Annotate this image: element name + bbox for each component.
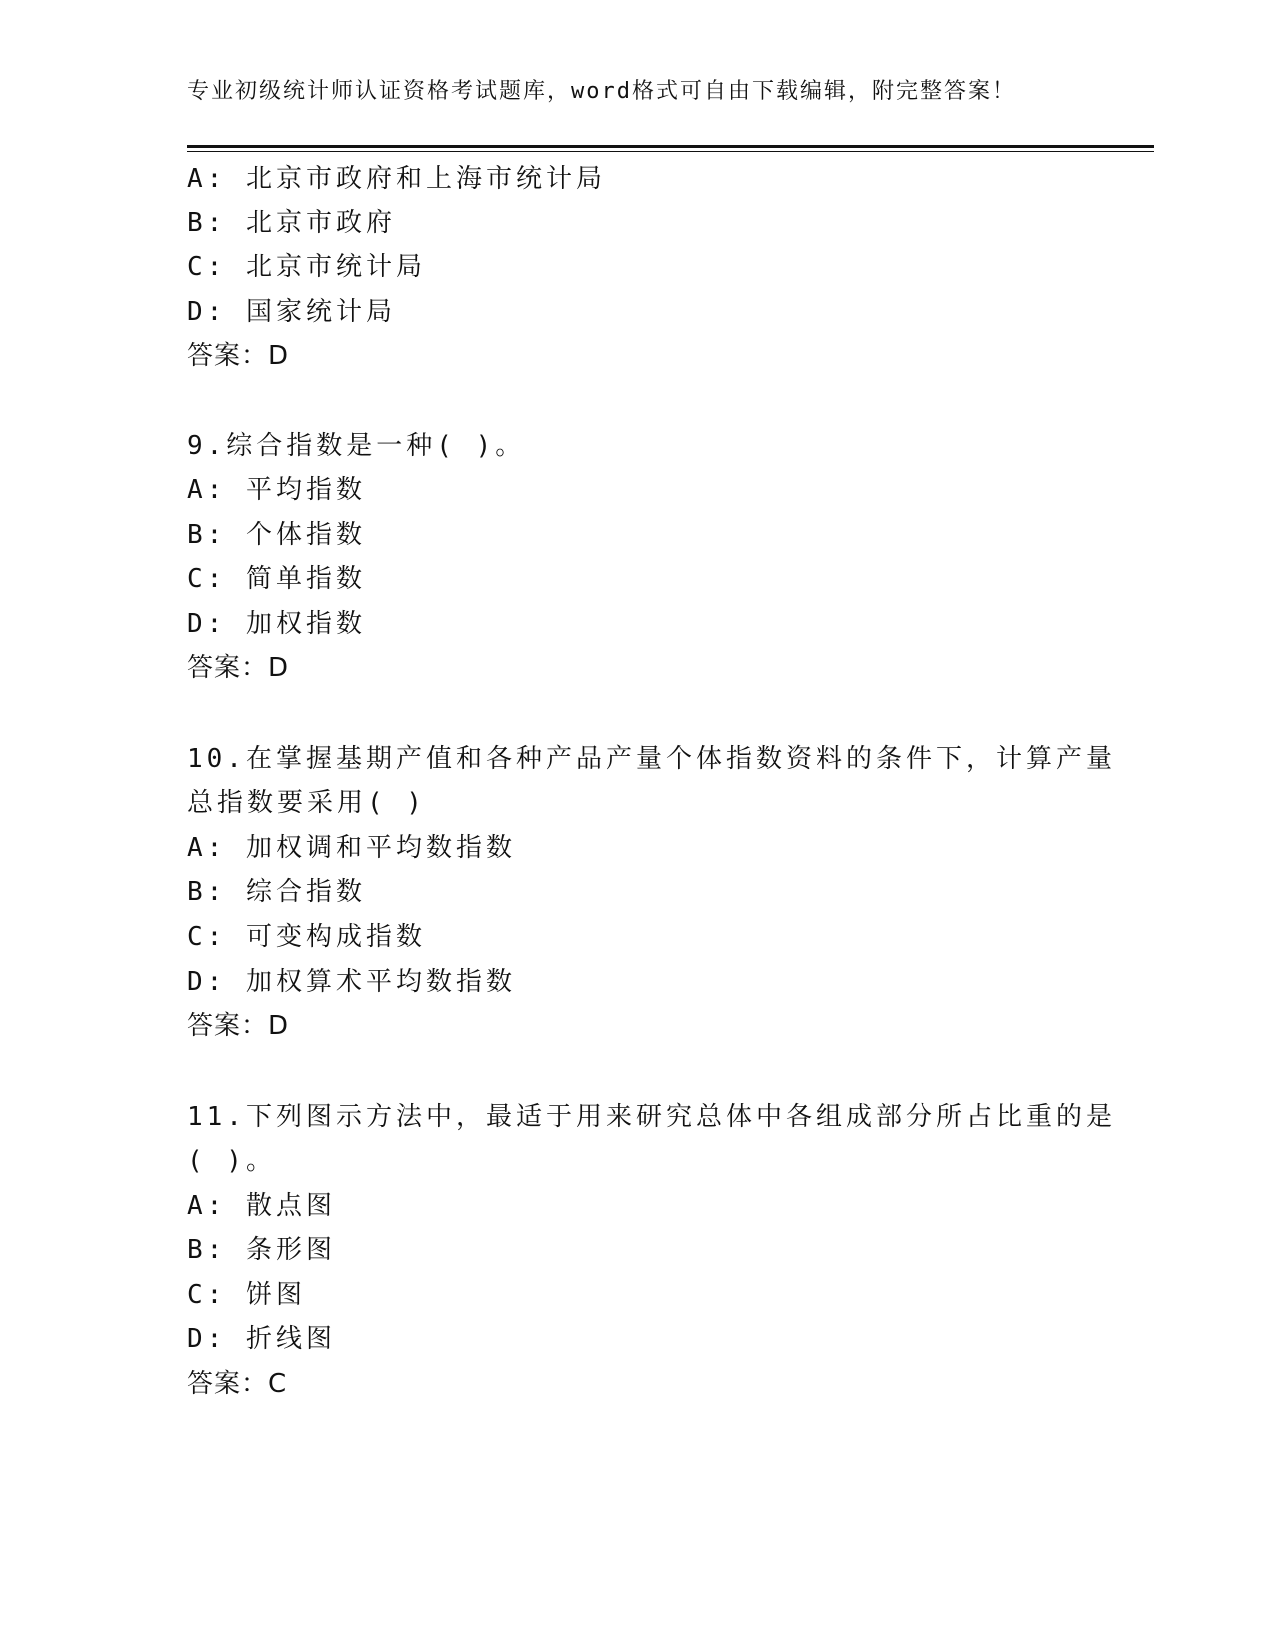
q9-option-a: A: 平均指数 — [187, 475, 366, 505]
q8-answer: 答案：D — [187, 341, 290, 371]
q10-option-d: D: 加权算术平均数指数 — [187, 967, 516, 997]
q11-stem-line1: 11.下列图示方法中，最适于用来研究总体中各组成部分所占比重的是 — [187, 1102, 1116, 1132]
q11-option-d: D: 折线图 — [187, 1324, 336, 1354]
q11-stem-line2: ( )。 — [187, 1146, 276, 1176]
q11-option-b: B: 条形图 — [187, 1235, 336, 1265]
q9-option-b: B: 个体指数 — [187, 520, 366, 550]
q11-option-c: C: 饼图 — [187, 1280, 306, 1310]
q11-answer: 答案：C — [187, 1369, 288, 1399]
q8-option-d: D: 国家统计局 — [187, 297, 396, 327]
q8-option-a: A: 北京市政府和上海市统计局 — [187, 164, 606, 194]
q11-option-a: A: 散点图 — [187, 1191, 336, 1221]
header-rule-thick — [187, 145, 1154, 148]
q10-answer: 答案：D — [187, 1011, 290, 1041]
page-header: 专业初级统计师认证资格考试题库，word格式可自由下载编辑，附完整答案！ — [187, 79, 1016, 104]
q9-answer: 答案：D — [187, 653, 290, 683]
q8-option-b: B: 北京市政府 — [187, 208, 396, 238]
q10-option-b: B: 综合指数 — [187, 877, 366, 907]
q8-option-c: C: 北京市统计局 — [187, 252, 426, 282]
q9-stem: 9.综合指数是一种( )。 — [187, 431, 526, 461]
q10-stem-line1: 10.在掌握基期产值和各种产品产量个体指数资料的条件下，计算产量 — [187, 744, 1116, 774]
q9-option-c: C: 简单指数 — [187, 564, 366, 594]
q10-stem-line2: 总指数要采用( ) — [187, 788, 426, 818]
header-rule-thin — [187, 151, 1154, 152]
q9-option-d: D: 加权指数 — [187, 609, 366, 639]
q10-option-a: A: 加权调和平均数指数 — [187, 833, 516, 863]
q10-option-c: C: 可变构成指数 — [187, 922, 426, 952]
